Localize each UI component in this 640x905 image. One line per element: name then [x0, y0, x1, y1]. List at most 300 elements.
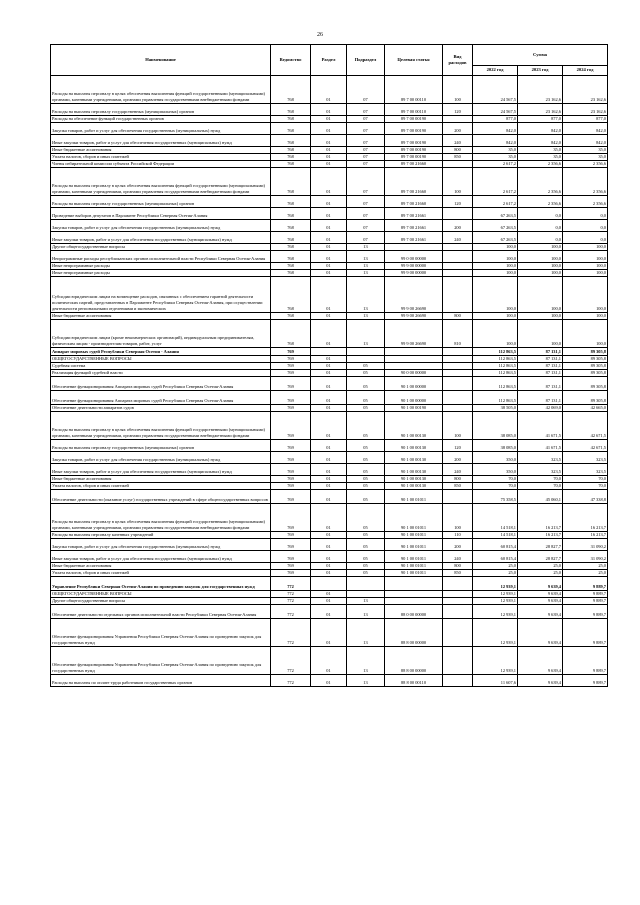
cell-name: Непрограммные расходы республиканских органов исполнительной власти Республики Северная Осетия-Алания: [51, 251, 271, 263]
cell-2022: 60 815,4: [473, 539, 518, 551]
cell-expense-type: [443, 598, 473, 605]
cell-name: Иные бюджетные ассигнования: [51, 313, 271, 320]
page-number: 26: [317, 32, 323, 38]
cell-2022: 112 863,5: [473, 348, 518, 356]
cell-ministry: 768: [271, 313, 311, 320]
cell-expense-type: [443, 244, 473, 251]
cell-2022: 70,0: [473, 476, 518, 483]
cell-ministry: 768: [271, 123, 311, 135]
header-ministry: Ведомство: [271, 45, 311, 76]
table-row: [51, 605, 608, 619]
cell-name: Обеспечение функционирования Управления Республики Северная Осетия-Алания по проведению закупок для государственных нужд: [51, 647, 271, 675]
cell-2022: 877,0: [473, 116, 518, 123]
cell-target: 89 7 00 21660: [385, 161, 443, 168]
cell-2023: 87 131,1: [518, 348, 563, 356]
cell-subsection: [347, 577, 385, 591]
table-row: [51, 104, 608, 116]
cell-2022: 100,0: [473, 270, 518, 277]
table-row: [51, 263, 608, 270]
cell-ministry: 772: [271, 675, 311, 687]
cell-name: Расходы на выплаты по оплате труда работников государственных органов: [51, 675, 271, 687]
cell-expense-type: 240: [443, 464, 473, 476]
cell-subsection: 07: [347, 168, 385, 196]
cell-2022: 100,0: [473, 277, 518, 313]
cell-subsection: 07: [347, 232, 385, 244]
cell-section: [311, 348, 347, 356]
cell-subsection: 05: [347, 490, 385, 504]
cell-ministry: 769: [271, 551, 311, 563]
cell-target: 89 7 00 00110: [385, 76, 443, 104]
cell-target: [385, 356, 443, 363]
cell-section: 01: [311, 154, 347, 161]
cell-2023: 41 671,5: [518, 440, 563, 452]
cell-subsection: 07: [347, 76, 385, 104]
cell-section: 01: [311, 313, 347, 320]
cell-2022: 25,0: [473, 570, 518, 577]
cell-target: 89 7 00 21661: [385, 208, 443, 220]
cell-subsection: 07: [347, 161, 385, 168]
cell-subsection: 13: [347, 598, 385, 605]
cell-2023: 100,0: [518, 313, 563, 320]
cell-2022: 67 263,5: [473, 208, 518, 220]
cell-2023: 9 639,4: [518, 591, 563, 598]
cell-name: Иные закупки товаров, работ и услуг для обеспечения государственных (муниципальных) нужд: [51, 135, 271, 147]
table-row: [51, 313, 608, 320]
table-row: [51, 490, 608, 504]
cell-2024: 0,0: [563, 220, 608, 232]
cell-name: Расходы на выплаты персоналу государственных (муниципальных) органов: [51, 440, 271, 452]
cell-2024: 42 671,5: [563, 440, 608, 452]
cell-target: 90 1 00 01011: [385, 490, 443, 504]
cell-target: 89 7 00 00190: [385, 154, 443, 161]
table-row: [51, 476, 608, 483]
table-row: [51, 405, 608, 412]
cell-subsection: 05: [347, 452, 385, 464]
cell-section: 01: [311, 570, 347, 577]
cell-2024: 25,0: [563, 570, 608, 577]
cell-2024: 9 889,7: [563, 598, 608, 605]
cell-2024: 9 889,7: [563, 605, 608, 619]
table-row: [51, 570, 608, 577]
cell-2022: 38 085,0: [473, 412, 518, 440]
cell-subsection: 05: [347, 464, 385, 476]
cell-target: 88 0 00 00000: [385, 605, 443, 619]
cell-ministry: 772: [271, 619, 311, 647]
cell-2023: 0,0: [518, 208, 563, 220]
cell-2023: 23 162,6: [518, 104, 563, 116]
table-row: [51, 232, 608, 244]
cell-2024: 89 305,8: [563, 356, 608, 363]
cell-ministry: 768: [271, 232, 311, 244]
cell-section: 01: [311, 647, 347, 675]
cell-section: 01: [311, 377, 347, 391]
cell-2024: 42 671,5: [563, 412, 608, 440]
cell-subsection: 05: [347, 440, 385, 452]
cell-2024: 31 090,2: [563, 539, 608, 551]
cell-subsection: 13: [347, 675, 385, 687]
cell-ministry: 768: [271, 161, 311, 168]
cell-2022: 38 505,0: [473, 405, 518, 412]
cell-expense-type: [443, 675, 473, 687]
cell-2023: 9 639,4: [518, 675, 563, 687]
cell-section: 01: [311, 598, 347, 605]
cell-2023: 100,0: [518, 251, 563, 263]
cell-2022: 60 815,4: [473, 551, 518, 563]
cell-expense-type: 120: [443, 196, 473, 208]
cell-subsection: 05: [347, 363, 385, 370]
table-row: [51, 532, 608, 539]
cell-name: Иные закупки товаров, работ и услуг для обеспечения государственных (муниципальных) нужд: [51, 232, 271, 244]
cell-name: ОБЩЕГОСУДАРСТВЕННЫЕ ВОПРОСЫ: [51, 356, 271, 363]
cell-target: 90 1 00 00130: [385, 483, 443, 490]
cell-target: 99 9 00 00000: [385, 263, 443, 270]
cell-2022: 350,0: [473, 452, 518, 464]
cell-ministry: 769: [271, 476, 311, 483]
cell-2023: 28 827,7: [518, 539, 563, 551]
cell-2023: 100,0: [518, 320, 563, 348]
table-row: [51, 348, 608, 356]
cell-section: 01: [311, 605, 347, 619]
cell-expense-type: 110: [443, 532, 473, 539]
cell-2024: 100,0: [563, 263, 608, 270]
cell-name: Субсидии юридическим лицам на возмещение расходов, связанных с обеспечением гарантий деятельности политических партий, представленных в Парламенте Республики Северная Осетия-Алания, при осуществлении деятельности региональными отделениями и экономических: [51, 277, 271, 313]
cell-section: 01: [311, 76, 347, 104]
header-target: Целевая статья: [385, 45, 443, 76]
cell-ministry: 772: [271, 591, 311, 598]
cell-2022: 38 085,0: [473, 440, 518, 452]
cell-name: Иные бюджетные ассигнования: [51, 147, 271, 154]
cell-2024: 100,0: [563, 270, 608, 277]
cell-name: Расходы на выплаты персоналу государственных (муниципальных) органов: [51, 196, 271, 208]
cell-expense-type: 120: [443, 104, 473, 116]
cell-2023: 16 213,7: [518, 532, 563, 539]
cell-2024: 89 305,8: [563, 377, 608, 391]
table-row: [51, 647, 608, 675]
cell-2022: 12 939,1: [473, 619, 518, 647]
cell-2022: 112 863,5: [473, 370, 518, 377]
table-row: [51, 452, 608, 464]
cell-name: Другие общегосударственные вопросы: [51, 244, 271, 251]
cell-subsection: 07: [347, 104, 385, 116]
cell-name: Уплата налогов, сборов и иных платежей: [51, 483, 271, 490]
cell-2023: 100,0: [518, 263, 563, 270]
cell-2024: 100,0: [563, 277, 608, 313]
header-year-2022: 2022 год: [473, 66, 518, 76]
table-row: [51, 363, 608, 370]
cell-2023: 9 639,4: [518, 577, 563, 591]
cell-section: 01: [311, 196, 347, 208]
cell-subsection: [347, 356, 385, 363]
cell-ministry: 768: [271, 244, 311, 251]
table-row: [51, 440, 608, 452]
cell-2023: 35,0: [518, 147, 563, 154]
cell-subsection: 07: [347, 220, 385, 232]
cell-2023: 842,0: [518, 135, 563, 147]
table-row: [51, 370, 608, 377]
cell-2024: 100,0: [563, 251, 608, 263]
cell-2023: 87 131,1: [518, 377, 563, 391]
cell-target: 88 8 00 00110: [385, 675, 443, 687]
cell-name: Иные непрограммные расходы: [51, 270, 271, 277]
cell-2022: 11 607,6: [473, 675, 518, 687]
cell-ministry: 769: [271, 483, 311, 490]
table-row: [51, 551, 608, 563]
cell-2022: 350,0: [473, 464, 518, 476]
cell-subsection: [347, 348, 385, 356]
table-row: [51, 277, 608, 313]
cell-ministry: 769: [271, 464, 311, 476]
cell-2022: 67 263,5: [473, 220, 518, 232]
cell-expense-type: 200: [443, 452, 473, 464]
budget-table-wrapper: [50, 44, 607, 687]
cell-expense-type: [443, 605, 473, 619]
cell-target: 90 1 00 00130: [385, 440, 443, 452]
cell-2024: 0,0: [563, 208, 608, 220]
cell-2023: 842,0: [518, 123, 563, 135]
cell-ministry: 768: [271, 196, 311, 208]
cell-target: [385, 577, 443, 591]
cell-expense-type: [443, 116, 473, 123]
cell-name: Расходы на выплаты персоналу в целях обеспечения выполнения функций государственными (муниципальными) органами, казенными учреждениями, органами управления государственными внебюджетными фондами: [51, 504, 271, 532]
cell-name: Расходы на выплаты персоналу в целях обеспечения выполнения функций государственными (муниципальными) органами, казенными учреждениями, органами управления государственными внебюджетными фондами: [51, 168, 271, 196]
cell-ministry: 769: [271, 348, 311, 356]
cell-ministry: 768: [271, 277, 311, 313]
cell-name: Расходы на выплаты персоналу казенных учреждений: [51, 532, 271, 539]
cell-2024: 2 356,6: [563, 168, 608, 196]
cell-name: Обеспечение деятельности (оказание услуг) государственных учреждений в сфере общегосударственных вопросов: [51, 490, 271, 504]
cell-2023: 9 639,4: [518, 647, 563, 675]
table-row: [51, 504, 608, 532]
table-row: [51, 208, 608, 220]
cell-2022: 24 567,5: [473, 104, 518, 116]
cell-2024: 42 665,0: [563, 405, 608, 412]
cell-name: Уплата налогов, сборов и иных платежей: [51, 154, 271, 161]
cell-2022: 25,0: [473, 563, 518, 570]
table-row: [51, 377, 608, 391]
cell-ministry: 768: [271, 135, 311, 147]
cell-target: 90 1 00 00000: [385, 391, 443, 405]
cell-ministry: 768: [271, 116, 311, 123]
cell-2024: 31 090,2: [563, 551, 608, 563]
cell-subsection: 05: [347, 563, 385, 570]
cell-expense-type: 100: [443, 168, 473, 196]
cell-expense-type: [443, 391, 473, 405]
cell-ministry: 768: [271, 154, 311, 161]
cell-subsection: 07: [347, 147, 385, 154]
cell-2023: 42 069,0: [518, 405, 563, 412]
cell-name: Реализация функций судебной власти: [51, 370, 271, 377]
cell-name: Управление Республики Северная Осетия-Алания по проведению закупок для государственных нужд: [51, 577, 271, 591]
cell-name: Закупка товаров, работ и услуг для обеспечения государственных (муниципальных) нужд: [51, 123, 271, 135]
table-row: [51, 244, 608, 251]
cell-2023: 41 671,5: [518, 412, 563, 440]
cell-2023: 100,0: [518, 270, 563, 277]
cell-section: 01: [311, 135, 347, 147]
table-row: [51, 539, 608, 551]
table-row: [51, 196, 608, 208]
cell-section: 01: [311, 277, 347, 313]
cell-2024: 23 162,6: [563, 76, 608, 104]
cell-target: 90 1 00 00130: [385, 412, 443, 440]
cell-target: 99 0 00 00000: [385, 251, 443, 263]
cell-target: 90 1 00 01011: [385, 570, 443, 577]
cell-section: 01: [311, 532, 347, 539]
cell-target: 90 1 00 01011: [385, 563, 443, 570]
cell-2024: 100,0: [563, 244, 608, 251]
cell-expense-type: [443, 251, 473, 263]
cell-2022: 100,0: [473, 320, 518, 348]
cell-2022: 12 939,1: [473, 577, 518, 591]
cell-ministry: 769: [271, 377, 311, 391]
cell-expense-type: [443, 161, 473, 168]
cell-ministry: 769: [271, 563, 311, 570]
cell-ministry: 768: [271, 208, 311, 220]
cell-ministry: 769: [271, 356, 311, 363]
cell-subsection: 13: [347, 270, 385, 277]
cell-expense-type: 800: [443, 313, 473, 320]
cell-ministry: 769: [271, 440, 311, 452]
cell-2022: 2 617,2: [473, 168, 518, 196]
cell-expense-type: 850: [443, 154, 473, 161]
cell-ministry: 772: [271, 647, 311, 675]
cell-ministry: 769: [271, 363, 311, 370]
cell-2022: 2 617,2: [473, 196, 518, 208]
cell-subsection: 05: [347, 370, 385, 377]
cell-2023: 25,0: [518, 563, 563, 570]
cell-name: Аппарат мировых судей Республики Северная Осетия - Алания: [51, 348, 271, 356]
table-row: [51, 123, 608, 135]
cell-ministry: 768: [271, 76, 311, 104]
cell-ministry: 769: [271, 412, 311, 440]
cell-2022: 12 939,1: [473, 647, 518, 675]
cell-ministry: 769: [271, 391, 311, 405]
table-row: [51, 220, 608, 232]
cell-2024: 9 889,7: [563, 619, 608, 647]
cell-expense-type: [443, 591, 473, 598]
cell-target: 90 1 00 00130: [385, 464, 443, 476]
cell-expense-type: [443, 619, 473, 647]
cell-name: Иные бюджетные ассигнования: [51, 476, 271, 483]
cell-subsection: 05: [347, 570, 385, 577]
cell-subsection: 13: [347, 244, 385, 251]
cell-name: Расходы на обеспечение функций государственных органов: [51, 116, 271, 123]
cell-name: Субсидии юридическим лицам (кроме некоммерческих организаций), индивидуальным предпринимателям, физическим лицам - производителям товаров, работ, услуг: [51, 320, 271, 348]
cell-expense-type: [443, 405, 473, 412]
cell-2023: 9 639,4: [518, 605, 563, 619]
table-row: [51, 391, 608, 405]
cell-2023: 16 213,7: [518, 504, 563, 532]
cell-ministry: 769: [271, 570, 311, 577]
cell-section: 01: [311, 391, 347, 405]
cell-2024: 16 213,7: [563, 532, 608, 539]
cell-expense-type: [443, 490, 473, 504]
table-row: [51, 675, 608, 687]
cell-expense-type: 100: [443, 504, 473, 532]
cell-target: 99 9 00 26690: [385, 277, 443, 313]
cell-section: [311, 577, 347, 591]
cell-2023: 323,5: [518, 464, 563, 476]
cell-ministry: 772: [271, 577, 311, 591]
cell-section: 01: [311, 504, 347, 532]
cell-2023: 25,0: [518, 570, 563, 577]
cell-section: 01: [311, 464, 347, 476]
table-row: [51, 591, 608, 598]
cell-target: 89 7 00 00190: [385, 123, 443, 135]
cell-section: 01: [311, 452, 347, 464]
cell-name: Проведение выборов депутатов в Парламент Республики Северная Осетия-Алания: [51, 208, 271, 220]
cell-2024: 323,5: [563, 464, 608, 476]
cell-subsection: 05: [347, 504, 385, 532]
cell-2024: 9 889,7: [563, 577, 608, 591]
cell-target: 99 9 00 26690: [385, 320, 443, 348]
cell-2023: 28 827,7: [518, 551, 563, 563]
cell-target: 89 7 00 00110: [385, 104, 443, 116]
cell-ministry: 768: [271, 263, 311, 270]
cell-2023: 2 356,6: [518, 161, 563, 168]
header-subsection: Подраздел: [347, 45, 385, 76]
cell-name: Обеспечение деятельности отдельных органов исполнительной власти Республики Северная Осетия-Алания: [51, 605, 271, 619]
table-row: [51, 135, 608, 147]
cell-subsection: 07: [347, 116, 385, 123]
cell-target: 88 8 00 00000: [385, 619, 443, 647]
table-row: [51, 356, 608, 363]
cell-2022: 100,0: [473, 313, 518, 320]
cell-expense-type: 240: [443, 232, 473, 244]
cell-2024: 89 305,8: [563, 391, 608, 405]
cell-expense-type: 200: [443, 220, 473, 232]
cell-expense-type: [443, 270, 473, 277]
cell-2022: 14 518,1: [473, 504, 518, 532]
table-row: [51, 577, 608, 591]
cell-section: 01: [311, 104, 347, 116]
cell-target: 90 1 00 01011: [385, 551, 443, 563]
cell-section: 01: [311, 675, 347, 687]
cell-2023: 2 356,6: [518, 168, 563, 196]
cell-2023: 100,0: [518, 277, 563, 313]
cell-expense-type: [443, 263, 473, 270]
cell-expense-type: [443, 577, 473, 591]
cell-subsection: 13: [347, 313, 385, 320]
cell-2023: 0,0: [518, 232, 563, 244]
cell-expense-type: [443, 356, 473, 363]
cell-expense-type: [443, 277, 473, 313]
cell-target: 90 1 00 01011: [385, 532, 443, 539]
cell-target: 89 7 00 21661: [385, 232, 443, 244]
cell-2024: 35,0: [563, 154, 608, 161]
cell-subsection: 13: [347, 320, 385, 348]
cell-expense-type: 240: [443, 135, 473, 147]
cell-2023: 23 162,6: [518, 76, 563, 104]
cell-expense-type: 810: [443, 320, 473, 348]
cell-expense-type: 100: [443, 76, 473, 104]
cell-target: 89 7 00 21661: [385, 220, 443, 232]
cell-2024: 25,0: [563, 563, 608, 570]
cell-target: 90 1 00 01011: [385, 504, 443, 532]
cell-section: 01: [311, 270, 347, 277]
cell-section: 01: [311, 208, 347, 220]
cell-target: 90 1 00 00130: [385, 476, 443, 483]
cell-subsection: 13: [347, 619, 385, 647]
cell-target: 90 1 00 00000: [385, 377, 443, 391]
cell-2023: 87 131,1: [518, 391, 563, 405]
cell-name: Обеспечение деятельности аппаратов судов: [51, 405, 271, 412]
cell-section: 01: [311, 220, 347, 232]
cell-ministry: 772: [271, 598, 311, 605]
cell-ministry: 769: [271, 452, 311, 464]
cell-subsection: 13: [347, 647, 385, 675]
header-sum: Сумма: [473, 45, 608, 66]
cell-subsection: 07: [347, 208, 385, 220]
